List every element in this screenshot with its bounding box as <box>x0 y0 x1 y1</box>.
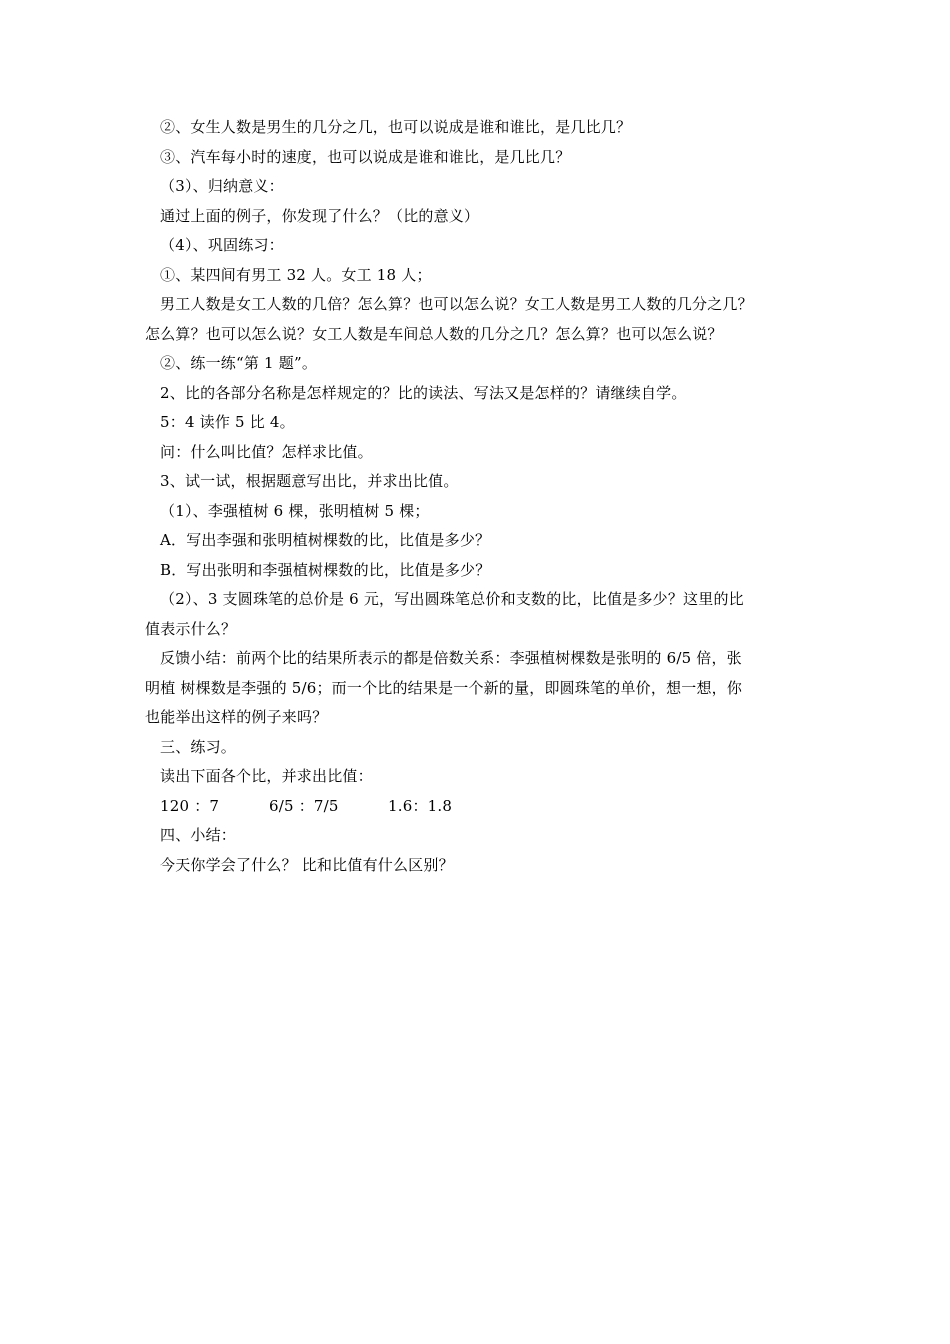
text-line: 5：4 读作 5 比 4。 <box>160 413 295 431</box>
section-heading: 三、练习。 <box>160 737 237 756</box>
text-line: 明植 树棵数是李强的 5/6；而一个比的结果是一个新的量，即圆珠笔的单价，想一想，你 <box>145 678 743 697</box>
ratio-item: 6/5 ：7/5 <box>269 796 339 815</box>
section-heading: （3）、归纳意义： <box>160 177 284 195</box>
ratio-item: 120 ：7 <box>160 796 220 815</box>
text-line: 反馈小结：前两个比的结果所表示的都是倍数关系：李强植树棵数是张明的 6/5 倍，张 <box>160 649 742 667</box>
text-line: ②、练一练“第 1 题”。 <box>160 354 318 372</box>
ratio-item: 1.6：1.8 <box>388 796 453 815</box>
text-line: 也能举出这样的例子来吗？ <box>145 708 328 726</box>
text-line: （2）、3 支圆珠笔的总价是 6 元，写出圆珠笔总价和支数的比，比值是多少？这里的比 <box>160 590 744 608</box>
text-line: A．写出李强和张明植树棵数的比，比值是多少？ <box>160 531 491 549</box>
text-line: 问：什么叫比值？怎样求比值。 <box>160 442 373 461</box>
text-line: 怎么算？也可以怎么说？女工人数是车间总人数的几分之几？怎么算？也可以怎么说？ <box>145 324 723 343</box>
document-body <box>145 113 810 880</box>
section-heading: 四、小结： <box>160 826 237 844</box>
text-line: 值表示什么？ <box>145 619 237 638</box>
section-heading: （4）、巩固练习： <box>160 236 284 254</box>
text-line: ②、女生人数是男生的几分之几，也可以说成是谁和谁比，是几比几？ <box>160 118 632 136</box>
text-line: ③、汽车每小时的速度，也可以说成是谁和谁比，是几比几？ <box>160 147 571 166</box>
text-line: 2、比的各部分名称是怎样规定的？比的读法、写法又是怎样的？请继续自学。 <box>160 383 687 402</box>
text-line: ①、某四间有男工 32 人。女工 18 人； <box>160 265 432 284</box>
text-line: 3、试一试，根据题意写出比，并求出比值。 <box>160 472 459 490</box>
text-line: B．写出张明和李强植树棵数的比，比值是多少？ <box>160 560 491 579</box>
text-line: 男工人数是女工人数的几倍？怎么算？也可以怎么说？女工人数是男工人数的几分之几？ <box>160 295 753 313</box>
text-line: 今天你学会了什么？ 比和比值有什么区别？ <box>160 855 454 874</box>
text-line: 读出下面各个比，并求出比值： <box>160 767 373 785</box>
text-line: 通过上面的例子，你发现了什么？（比的意义） <box>160 206 480 225</box>
text-line: （1）、李强植树 6 棵，张明植树 5 棵； <box>160 501 430 520</box>
ratio-list <box>145 792 810 822</box>
